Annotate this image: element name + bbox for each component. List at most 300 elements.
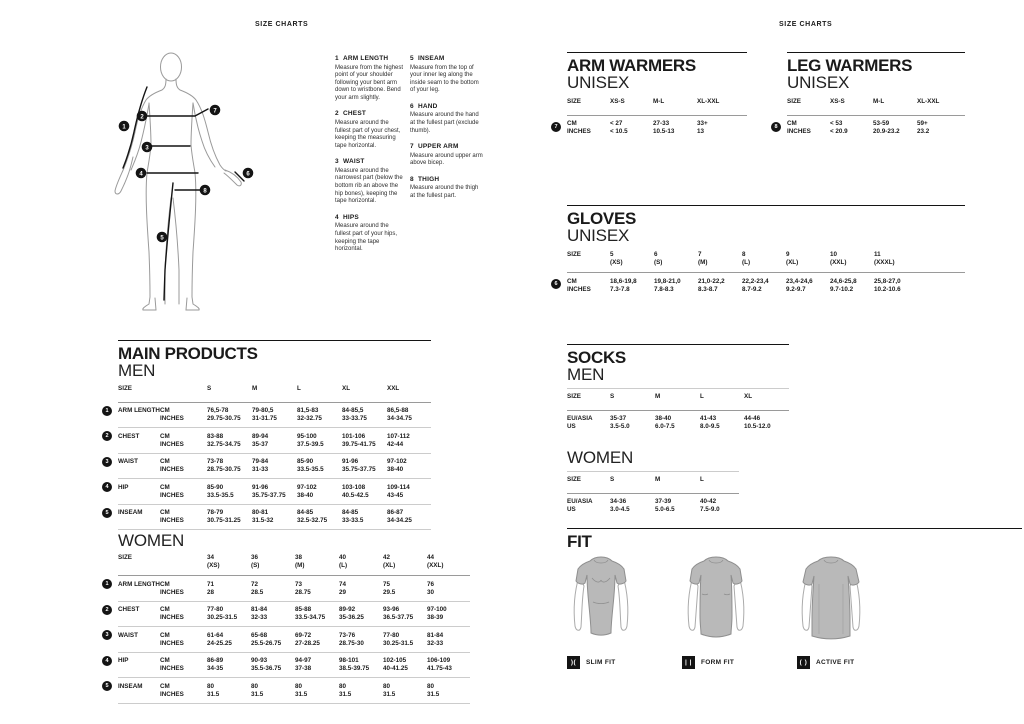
cell-cm: 102-105 <box>383 657 407 664</box>
measure-instructions-col1 <box>335 55 405 262</box>
instruction-title: WAIST <box>343 158 365 166</box>
col-header-cat: (XL) <box>383 562 396 569</box>
col-header: XL-XXL <box>917 98 940 105</box>
col-header-cat: (XXL) <box>427 562 444 569</box>
col-header: M <box>655 393 661 400</box>
cell-inches: 13 <box>697 128 705 135</box>
row-label: US <box>567 423 576 430</box>
form-fit-illustration <box>682 554 750 646</box>
cell-inches: 8.7-9.2 <box>742 285 762 293</box>
cell-cm: 95-100 <box>297 432 317 440</box>
instruction-number: 7 <box>410 143 414 151</box>
instruction-text: Measure around the hand at the fullest part (exclude thumb). <box>410 112 479 134</box>
cell-eu: 37-39 <box>655 498 672 505</box>
cell-cm: 73-78 <box>207 458 224 465</box>
cell-cm: 81-84 <box>427 631 444 639</box>
cell-cm: 94-97 <box>295 657 312 664</box>
cell-cm: 83-88 <box>207 432 224 440</box>
row-label: HIP <box>118 657 129 664</box>
arm-warmers-section <box>554 52 747 140</box>
figure-badge-6 <box>243 168 254 179</box>
cell-cm: 101-106 <box>342 432 366 440</box>
cell-inches: 31.5 <box>427 690 440 698</box>
row-label: INCHES <box>787 128 811 135</box>
col-header-size: 5 <box>610 251 614 258</box>
instruction-arm-length <box>335 55 405 102</box>
cell-inches: 31.5 <box>383 690 396 698</box>
svg-text:8: 8 <box>203 188 207 195</box>
row-label: ARM LENGTH <box>118 407 160 414</box>
cell-inches: < 10.5 <box>610 128 628 135</box>
cell-cm: 69-72 <box>295 631 312 639</box>
cell-inches: 37.5-39.5 <box>297 440 324 448</box>
table-row <box>105 403 431 429</box>
col-header: S <box>610 476 615 483</box>
row-label: CM <box>567 120 577 127</box>
col-header-size: 40 <box>339 554 347 561</box>
row-label: INSEAM <box>118 682 143 690</box>
section-rule <box>567 52 747 53</box>
col-header: M-L <box>873 98 885 105</box>
main-products-women-section <box>105 531 470 704</box>
cell-cm: 21,0-22,2 <box>698 277 725 285</box>
cell-cm: 85-88 <box>295 606 312 613</box>
col-header-cat: (XXXL) <box>874 259 895 266</box>
chest-line <box>145 109 208 116</box>
measure-instructions-col2 <box>410 55 484 209</box>
unit-label: CM <box>160 682 170 690</box>
instruction-text: Measure around the fullest part of your chest, keeping the measuring tape horizontal. <box>335 119 401 149</box>
cell-cm: 91-96 <box>342 458 359 465</box>
col-header: M <box>252 385 258 392</box>
figure-badge-2 <box>137 111 148 122</box>
unit-label: INCHES <box>160 588 184 596</box>
cell-inches: 38.5-39.75 <box>339 665 370 672</box>
col-header: M-L <box>653 98 665 105</box>
cell-inches: 28.75-30 <box>339 639 364 647</box>
svg-text:4: 4 <box>139 171 143 178</box>
section-subtitle: MEN <box>567 365 605 384</box>
table-row <box>105 602 470 628</box>
row-label: CM <box>567 277 577 285</box>
table-row <box>105 428 431 454</box>
cell-cm: 107-112 <box>387 432 410 440</box>
row-badge: 2 <box>102 605 112 615</box>
cell-inches: 32-33 <box>427 639 444 647</box>
row-badge: 7 <box>551 122 561 132</box>
cell-inches: 40-41.25 <box>383 665 408 672</box>
instruction-number: 4 <box>335 213 339 221</box>
cell-cm: 86-89 <box>207 657 224 664</box>
cell-cm: 23,4-24,6 <box>786 277 813 285</box>
cell-cm: 80 <box>427 682 435 690</box>
cell-inches: 40.5-42.5 <box>342 491 369 499</box>
cell-inches: 38-40 <box>387 466 404 473</box>
instruction-number: 2 <box>335 110 339 118</box>
col-header: XXL <box>387 385 400 392</box>
col-header: SIZE <box>118 554 132 561</box>
unit-label: INCHES <box>160 491 184 499</box>
unit-label: CM <box>160 631 170 639</box>
cell-inches: 7.3-7.8 <box>610 285 630 293</box>
svg-text:1: 1 <box>122 124 126 131</box>
cell-eu: 38-40 <box>655 415 672 422</box>
cell-cm: 84-85 <box>342 509 359 516</box>
col-header-size: 8 <box>742 251 746 258</box>
socks-section <box>567 344 789 518</box>
cell-cm: 81,5-83 <box>297 407 319 414</box>
table-header <box>567 98 747 116</box>
table-row <box>554 273 965 298</box>
cell-cm: 71 <box>207 580 215 588</box>
row-label: CHEST <box>118 432 140 440</box>
cell-cm: 90-93 <box>251 657 268 664</box>
cell-inches: 29.75-30.75 <box>207 415 241 422</box>
unit-label: INCHES <box>160 690 184 698</box>
cell-us: 6.0-7.5 <box>655 423 675 430</box>
figure-right-side <box>186 103 199 310</box>
table-header <box>118 385 431 403</box>
cell-us: 7.5-9.0 <box>700 506 720 513</box>
col-header-size: 36 <box>251 554 259 561</box>
cell-cm: 85-90 <box>297 458 314 465</box>
col-header-cat: (XXL) <box>830 259 847 266</box>
cell-inches: 34-34.75 <box>387 415 412 422</box>
figure-left-side <box>143 103 156 310</box>
unit-label: INCHES <box>160 466 184 473</box>
cell-cm: 73-76 <box>339 631 356 639</box>
instruction-title: CHEST <box>343 110 367 118</box>
cell-inches: 35.5-36.75 <box>251 665 282 672</box>
col-header-size: 34 <box>207 554 215 561</box>
col-header-size: 38 <box>295 554 303 561</box>
main-products-men-section <box>105 340 431 530</box>
svg-text:5: 5 <box>160 235 164 242</box>
col-header: XL <box>342 385 351 392</box>
cell-inches: 35-37 <box>252 440 269 448</box>
instruction-text: Measure around the fullest part of your hips, keeping the tape horizontal. <box>335 223 398 253</box>
svg-text:7: 7 <box>213 108 217 115</box>
col-header: XS-S <box>830 98 845 105</box>
unit-label: CM <box>160 432 170 440</box>
figure-badge-1 <box>119 121 130 132</box>
cell-cm: 89-92 <box>339 606 356 613</box>
active-fit-item <box>797 656 854 669</box>
body-measurement-diagram <box>105 42 320 322</box>
cell-eu: 44-46 <box>744 415 761 422</box>
instruction-number: 1 <box>335 55 339 62</box>
cell-inches: 27-28.25 <box>295 639 320 647</box>
cell-inches: 34-34.25 <box>387 517 412 524</box>
cell-inches: 35-36.25 <box>339 614 364 621</box>
table-row <box>554 116 747 141</box>
cell-cm: 97-102 <box>387 458 407 465</box>
cell-inches: 30.25-31.5 <box>383 639 414 647</box>
instruction-hand <box>410 103 484 135</box>
section-subtitle: WOMEN <box>567 448 634 467</box>
table-row <box>105 678 470 704</box>
cell-inches: 10.2-10.6 <box>874 285 901 293</box>
cell-cm: 81-84 <box>251 606 268 613</box>
cell-inches: 28 <box>207 588 215 596</box>
cell-inches: 25.5-26.75 <box>251 639 282 647</box>
col-header: XL-XXL <box>697 98 720 105</box>
cell-cm: 97-100 <box>427 606 447 613</box>
cell-inches: 31-31.75 <box>252 415 277 422</box>
gloves-section <box>554 205 965 298</box>
section-subtitle: WOMEN <box>118 531 185 550</box>
instruction-title: UPPER ARM <box>418 143 459 151</box>
cell-cm: 80-81 <box>252 509 269 516</box>
unit-label: INCHES <box>160 665 184 672</box>
cell-cm: 79-80,5 <box>252 407 274 414</box>
cell-inches: 20.9-23.2 <box>873 128 900 135</box>
cell-cm: 33+ <box>697 120 708 127</box>
fit-section <box>567 528 1022 688</box>
cell-cm: 77-80 <box>383 631 400 639</box>
col-header: SIZE <box>567 98 581 105</box>
col-header: L <box>700 393 704 400</box>
col-header-size: 10 <box>830 251 838 258</box>
col-header: M <box>655 476 661 483</box>
slim-fit-icon: )( <box>567 656 580 669</box>
table-row <box>105 454 431 480</box>
unit-label: INCHES <box>160 440 184 448</box>
figure-right-leg-inner <box>173 198 179 304</box>
unit-label: INCHES <box>160 614 184 621</box>
cell-cm: 76 <box>427 580 435 588</box>
cell-eu: 40-42 <box>700 498 717 505</box>
cell-inches: 31-33 <box>252 466 269 473</box>
cell-cm: 80 <box>383 682 391 690</box>
cell-cm: 79-84 <box>252 458 269 465</box>
cell-inches: 31.5 <box>251 690 264 698</box>
cell-inches: 32.75-34.75 <box>207 440 241 448</box>
cell-inches: 29 <box>339 588 347 596</box>
section-title: ARM WARMERS <box>567 56 696 75</box>
cell-inches: 31.5 <box>339 690 352 698</box>
table-header <box>567 471 739 494</box>
col-header-cat: (XS) <box>610 259 623 266</box>
slim-fit-label: SLIM FIT <box>586 659 616 666</box>
cell-cm: 103-108 <box>342 483 366 491</box>
row-label: INCHES <box>567 128 591 135</box>
section-title: GLOVES <box>567 209 637 228</box>
row-label: EU/ASIA <box>567 415 593 422</box>
svg-text:3: 3 <box>145 145 149 152</box>
section-title: FIT <box>567 532 592 551</box>
instruction-number: 3 <box>335 158 339 166</box>
cell-inches: 42-44 <box>387 440 404 448</box>
col-header: SIZE <box>567 251 581 258</box>
table-row <box>567 411 789 436</box>
cell-inches: 35.75-37.75 <box>252 491 286 499</box>
instruction-title: ARM LENGTH <box>343 55 389 62</box>
section-subtitle: UNISEX <box>567 73 630 92</box>
col-header: SIZE <box>118 385 132 392</box>
cell-cm: 80 <box>207 682 215 690</box>
cell-inches: 36.5-37.75 <box>383 614 414 621</box>
instruction-number: 5 <box>410 55 414 62</box>
row-label: ARM LENGTH <box>118 580 160 588</box>
unit-label: CM <box>160 458 170 465</box>
cell-inches: 33.5-35.5 <box>207 491 234 499</box>
form-fit-icon: | | <box>682 656 695 669</box>
cell-inches: 39.75-41.75 <box>342 440 376 448</box>
cell-cm: 76,5-78 <box>207 407 229 414</box>
cell-cm: 89-94 <box>252 432 269 440</box>
instruction-title: THIGH <box>418 175 440 183</box>
cell-cm: 25,8-27,0 <box>874 277 901 285</box>
cell-eu: 35-37 <box>610 415 627 422</box>
instruction-title: HIPS <box>343 213 359 221</box>
figure-badge-7 <box>210 105 221 116</box>
cell-cm: 72 <box>251 580 259 588</box>
col-header-size: 9 <box>786 251 790 258</box>
cell-cm: 93-96 <box>383 606 400 613</box>
cell-inches: 24-25.25 <box>207 639 232 647</box>
cell-inches: 30 <box>427 588 435 596</box>
row-badge: 3 <box>102 457 112 467</box>
section-rule <box>787 52 965 53</box>
cell-inches: 34-35 <box>207 665 224 672</box>
col-header-cat: (XS) <box>207 562 220 569</box>
section-rule <box>567 344 789 345</box>
table-header <box>567 251 965 273</box>
cell-cm: 59+ <box>917 120 928 127</box>
svg-text:6: 6 <box>246 171 250 178</box>
instruction-waist <box>335 158 405 205</box>
page-header-left: SIZE CHARTS <box>255 21 309 28</box>
cell-inches: 41.75-43 <box>427 665 452 672</box>
unit-label: CM <box>160 580 170 588</box>
cell-eu: 41-43 <box>700 415 717 422</box>
cell-cm: 80 <box>339 682 347 690</box>
unit-label: CM <box>160 606 170 613</box>
cell-inches: 31.5 <box>295 690 308 698</box>
cell-inches: 30.75-31.25 <box>207 517 241 524</box>
cell-cm: < 53 <box>830 120 843 127</box>
instruction-text: Measure around the narrowest part (below the bottom rib an above the hip bones), keeping the tape horizontal. <box>335 167 403 205</box>
cell-us: 8.0-9.5 <box>700 423 720 430</box>
row-badge: 1 <box>102 406 112 416</box>
col-header: L <box>700 476 704 483</box>
table-row <box>105 479 431 505</box>
cell-us: 3.0-4.5 <box>610 506 630 513</box>
row-badge: 3 <box>102 630 112 640</box>
row-label: CM <box>787 120 797 127</box>
cell-cm: 98-101 <box>339 657 359 664</box>
row-badge: 4 <box>102 482 112 492</box>
cell-inches: 10.5-13 <box>653 128 675 135</box>
cell-cm: 78-79 <box>207 509 224 516</box>
row-label: US <box>567 506 576 513</box>
instruction-text: Measure from the highest point of your shoulder following your bent arm down to wristbone. Bend your arm slightly. <box>335 64 404 101</box>
table-row <box>105 505 431 531</box>
cell-cm: 106-109 <box>427 657 451 664</box>
row-label: WAIST <box>118 458 138 465</box>
unit-label: INCHES <box>160 639 184 647</box>
section-rule <box>118 340 431 341</box>
active-fit-icon: ( ) <box>797 656 810 669</box>
cell-inches: 38-40 <box>297 491 314 499</box>
cell-inches: 32-33 <box>251 614 268 621</box>
col-header-cat: (XL) <box>786 259 799 266</box>
instruction-number: 8 <box>410 175 414 183</box>
col-header: S <box>207 385 212 392</box>
figure-right-hand <box>224 170 241 186</box>
col-header-cat: (L) <box>742 259 751 266</box>
col-header: S <box>610 393 615 400</box>
cell-inches: 23.2 <box>917 128 930 135</box>
col-header: SIZE <box>567 393 581 400</box>
cell-cm: 86,5-88 <box>387 407 409 414</box>
col-header-cat: (M) <box>295 562 305 569</box>
figure-badge-3 <box>142 142 153 153</box>
col-header: L <box>297 385 301 392</box>
active-fit-label: ACTIVE FIT <box>816 659 855 666</box>
section-subtitle: UNISEX <box>787 73 850 92</box>
page-header-right: SIZE CHARTS <box>779 21 833 28</box>
cell-cm: 73 <box>295 580 303 588</box>
figure-badge-5 <box>157 232 168 243</box>
cell-inches: 28.75 <box>295 588 311 596</box>
row-label: HIP <box>118 483 129 491</box>
cell-cm: < 27 <box>610 120 623 127</box>
leg-warmers-section <box>774 52 965 140</box>
cell-inches: 35.75-37.75 <box>342 466 376 473</box>
instruction-upper-arm <box>410 143 484 168</box>
cell-cm: 85-90 <box>207 483 224 491</box>
cell-us: 5.0-6.5 <box>655 506 675 513</box>
figure-head <box>161 53 182 81</box>
instruction-text: Measure around the thigh at the fullest part. <box>410 185 479 199</box>
row-label: INSEAM <box>118 509 143 516</box>
cell-cm: 65-68 <box>251 631 268 639</box>
slim-fit-item <box>567 656 615 669</box>
col-header: XL <box>744 393 753 400</box>
cell-cm: 53-59 <box>873 120 890 127</box>
unit-label: CM <box>160 657 170 664</box>
table-row <box>567 494 739 519</box>
section-rule <box>567 205 965 206</box>
row-badge: 8 <box>771 122 781 132</box>
cell-inches: 33-33.5 <box>342 517 364 524</box>
row-badge: 1 <box>102 579 112 589</box>
cell-cm: 22,2-23,4 <box>742 277 769 285</box>
row-badge: 2 <box>102 431 112 441</box>
form-fit-item <box>682 656 734 669</box>
row-badge: 4 <box>102 656 112 666</box>
figure-badge-4 <box>136 168 147 179</box>
cell-inches: 7.8-8.3 <box>654 285 674 293</box>
cell-cm: 109-114 <box>387 483 410 491</box>
cell-cm: 19,8-21,0 <box>654 277 681 285</box>
table-row <box>774 116 965 141</box>
col-header-cat: (L) <box>339 562 348 569</box>
section-subtitle: MEN <box>118 361 156 380</box>
cell-us: 10.5-12.0 <box>744 423 771 430</box>
row-label: INCHES <box>567 285 591 293</box>
cell-cm: 86-87 <box>387 509 404 516</box>
instruction-title: HAND <box>418 102 438 110</box>
row-label: CHEST <box>118 606 140 613</box>
cell-inches: 29.5 <box>383 588 396 596</box>
cell-cm: 91-96 <box>252 483 269 491</box>
cell-inches: 38-39 <box>427 614 444 621</box>
cell-inches: 33.5-35.5 <box>297 466 324 473</box>
instruction-title: INSEAM <box>418 55 445 62</box>
